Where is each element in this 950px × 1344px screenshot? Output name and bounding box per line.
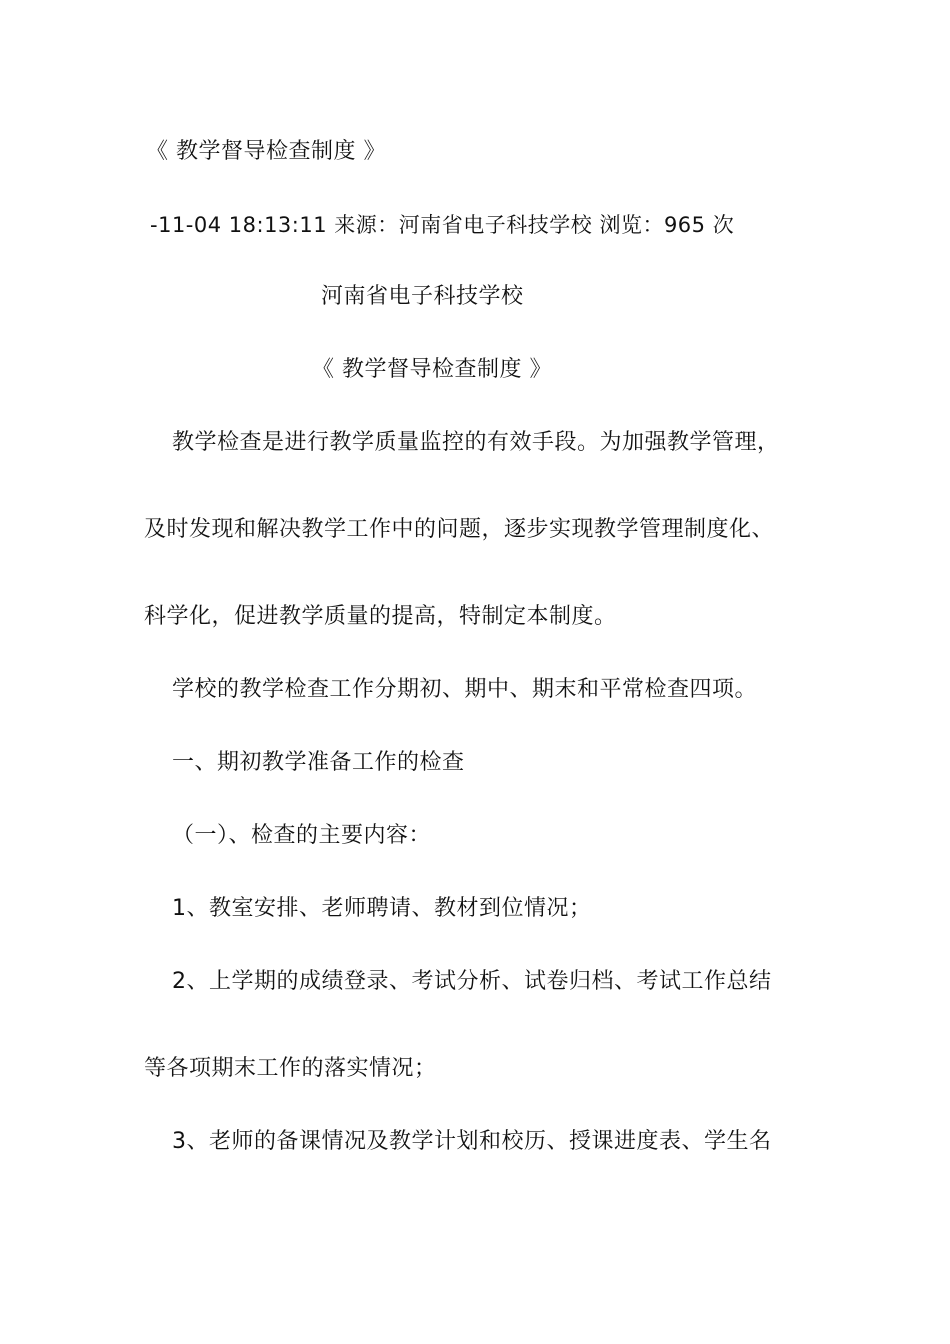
section-heading: 一、期初教学准备工作的检查: [172, 750, 465, 775]
list-item: 1、教室安排、老师聘请、教材到位情况；: [172, 896, 592, 921]
center-title: 《 教学督导检查制度 》: [312, 357, 552, 382]
paragraph-line: 教学检查是进行教学质量监控的有效手段。为加强教学管理，: [172, 430, 780, 455]
school-name: 河南省电子科技学校: [321, 284, 524, 309]
list-item: 3、老师的备课情况及教学计划和校历、授课进度表、学生名: [172, 1129, 772, 1154]
paragraph-line: 及时发现和解决教学工作中的问题，逐步实现教学管理制度化、: [144, 517, 775, 542]
list-item: 2、上学期的成绩登录、考试分析、试卷归档、考试工作总结: [172, 969, 772, 994]
paragraph-line: 学校的教学检查工作分期初、期中、期末和平常检查四项。: [172, 677, 758, 702]
paragraph-line: 科学化，促进教学质量的提高，特制定本制度。: [144, 604, 617, 629]
subsection-heading: （一）、检查的主要内容：: [172, 823, 432, 848]
list-item-continuation: 等各项期末工作的落实情况；: [144, 1056, 437, 1081]
document-title: 《 教学督导检查制度 》: [146, 139, 386, 164]
meta-line: -11-04 18:13:11 来源：河南省电子科技学校 浏览：965 次: [150, 213, 735, 237]
